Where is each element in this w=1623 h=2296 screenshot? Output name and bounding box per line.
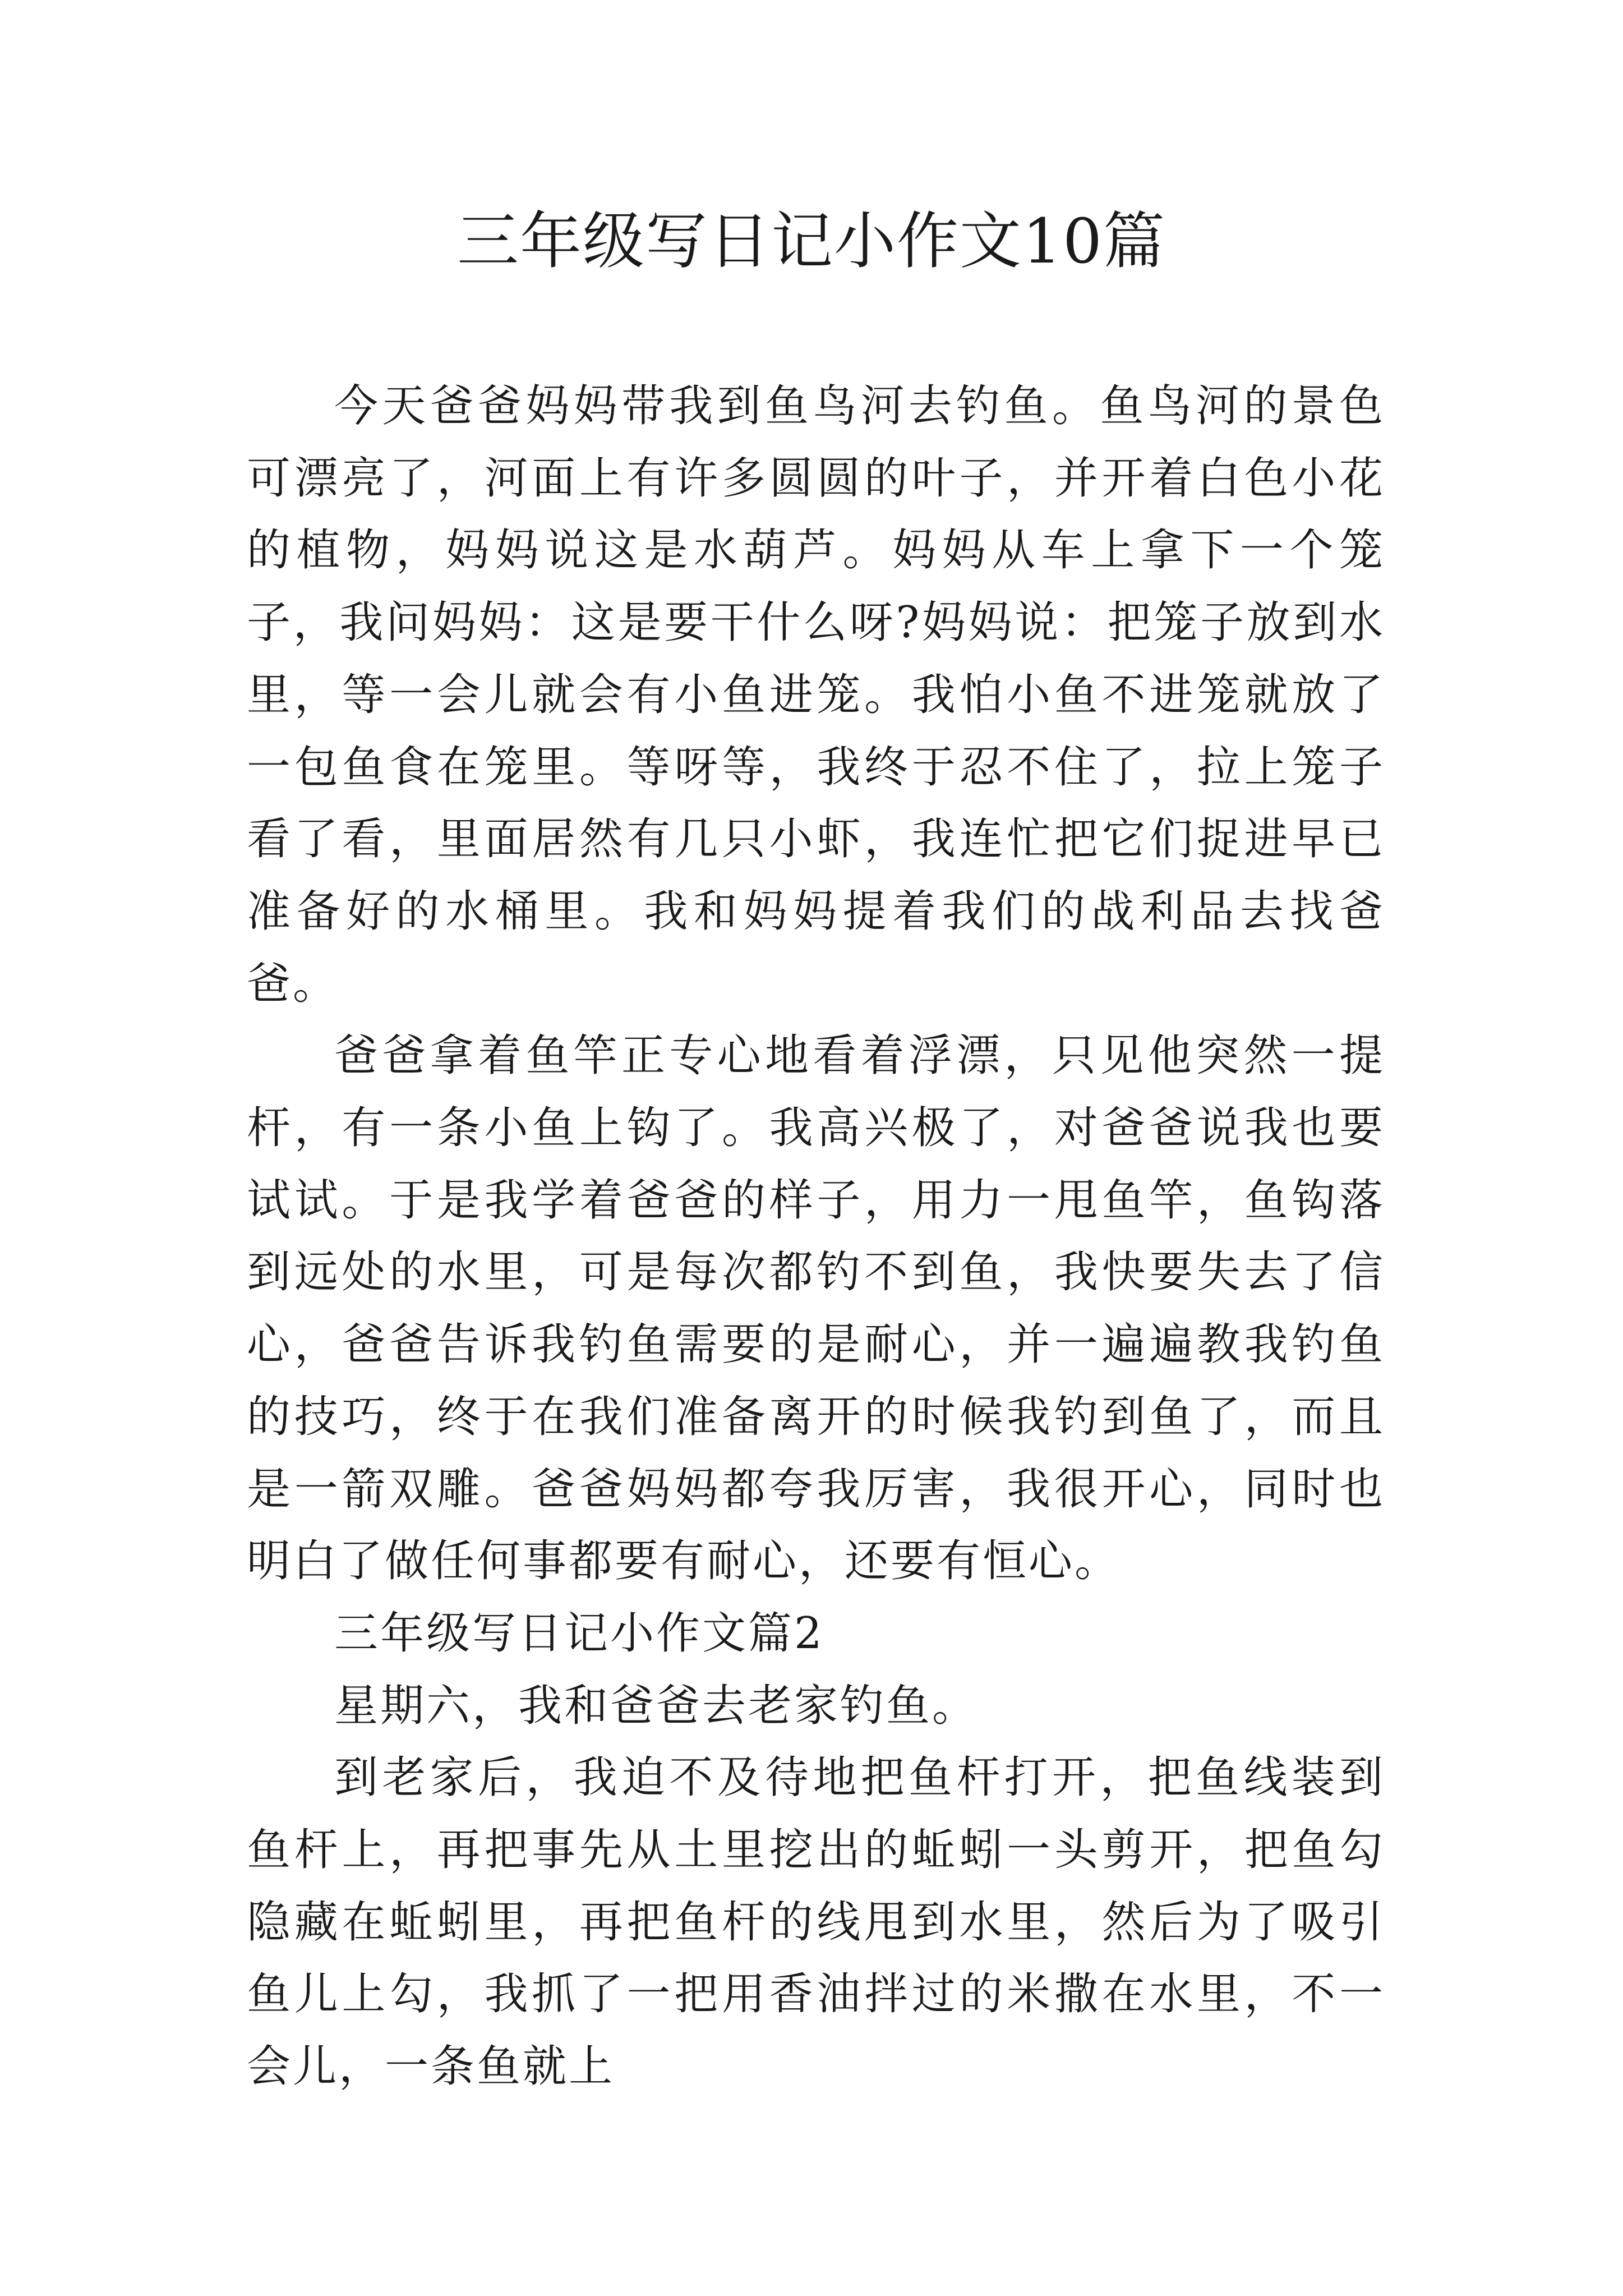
paragraph-4: 到老家后，我迫不及待地把鱼杆打开，把鱼线装到鱼杆上，再把事先从土里挖出的蚯蚓一头剪开，把鱼勾隐藏在蚯蚓里，再把鱼杆的线甩到水里，然后为了吸引鱼儿上勾，我抓了一把用香油拌过的米撒在水里，不一会儿，一条鱼就上 [247, 1752, 1385, 2092]
paragraph-3: 星期六，我和爸爸去老家钓鱼。 [334, 1680, 979, 1731]
document-title: 三年级写日记小作文10篇 [457, 205, 1166, 277]
section-heading-2: 三年级写日记小作文篇2 [334, 1608, 824, 1659]
document-body [247, 370, 1385, 2103]
paragraph-2: 爸爸拿着鱼竿正专心地看着浮漂，只见他突然一提杆，有一条小鱼上钩了。我高兴极了，对爸爸说我也要试试。于是我学着爸爸的样子，用力一甩鱼竿，鱼钩落到远处的水里，可是每次都钓不到鱼，我快要失去了信心，爸爸告诉我钓鱼需要的是耐心，并一遍遍教我钓鱼的技巧，终于在我们准备离开的时候我钓到鱼了，而且是一箭双雕。爸爸妈妈都夸我厉害，我很开心，同时也明白了做任何事都要有耐心，还要有恒心。 [247, 1030, 1385, 1587]
paragraph-1: 今天爸爸妈妈带我到鱼鸟河去钓鱼。鱼鸟河的景色可漂亮了，河面上有许多圆圆的叶子，并开着白色小花的植物，妈妈说这是水葫芦。妈妈从车上拿下一个笼子，我问妈妈：这是要干什么呀?妈妈说：把笼子放到水里，等一会儿就会有小鱼进笼。我怕小鱼不进笼就放了一包鱼食在笼里。等呀等，我终于忍不住了，拉上笼子看了看，里面居然有几只小虾，我连忙把它们捉进早已准备好的水桶里。我和妈妈提着我们的战利品去找爸爸。 [247, 381, 1385, 1009]
